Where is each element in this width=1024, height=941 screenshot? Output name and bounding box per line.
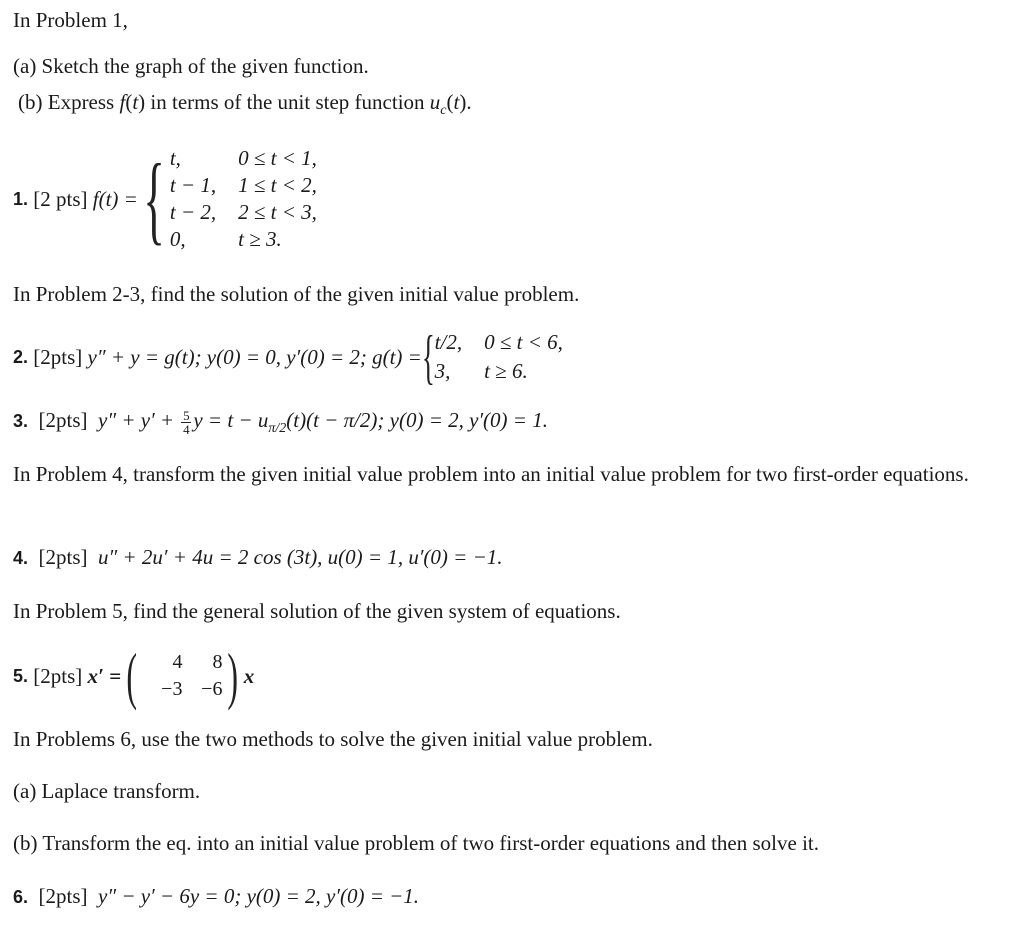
problem-4 (13, 545, 503, 570)
case-cond: 2 ≤ t < 3, (238, 200, 317, 224)
problem-5-number: 5. (13, 665, 29, 686)
matrix (121, 640, 244, 711)
problem-2-equation: y″ + y = g(t); y(0) = 0, y′(0) = 2; g(t) = (87, 344, 422, 369)
case-expr: 3, (434, 359, 451, 383)
problem-1-points: [2 pts] (33, 186, 88, 211)
problem-6-number: 6. (13, 887, 29, 907)
problem-3-sub: π/2 (268, 421, 287, 437)
problem-1-lhs: f(t) = (92, 186, 138, 211)
problem-3-eq-b: y = t − u (193, 408, 269, 432)
problem-2-cases (435, 330, 563, 384)
problem-3-points: [2pts] (38, 408, 88, 432)
section-6-part-b: (b) Transform the eq. into an initial value problem of two first-order equations and then solve it. (13, 831, 819, 855)
section-2-3-heading: In Problem 2-3, find the solution of the given initial value problem. (13, 282, 580, 306)
left-brace: { (421, 324, 435, 390)
case-cond: t ≥ 6. (484, 359, 528, 383)
problem-5-lhs: x′ = (87, 663, 122, 688)
problem-1 (13, 136, 317, 262)
section-5-heading: In Problem 5, find the general solution of the given system of equations. (13, 599, 621, 623)
case-cond: 1 ≤ t < 2, (238, 173, 317, 197)
problem-2-number: 2. (13, 346, 29, 367)
section-4-heading: In Problem 4, transform the given initial value problem into an initial value problem for two first-order equations. (13, 462, 969, 486)
part-b-mid: in terms of the unit step function (145, 90, 430, 114)
frac-den: 4 (183, 421, 190, 437)
t-symbol: t (132, 90, 139, 114)
matrix-cell: 8 (212, 651, 223, 673)
left-brace: { (143, 143, 165, 254)
problem-2-points: [2pts] (33, 344, 83, 369)
problem-4-equation: u″ + 2u′ + 4u = 2 cos (3t), u(0) = 1, u′(0) = −1. (98, 545, 503, 569)
case-expr: t − 1, (169, 173, 217, 197)
problem-3-number: 3. (13, 411, 29, 431)
intro-heading: In Problem 1, (13, 8, 128, 32)
problem-4-number: 4. (13, 548, 29, 568)
case-cond: 0 ≤ t < 6, (484, 330, 563, 354)
uc-arg: (t) (446, 90, 467, 114)
problem-5 (13, 640, 255, 711)
case-cond: 0 ≤ t < 1, (238, 146, 317, 170)
section-6-heading: In Problems 6, use the two methods to solve the given initial value problem. (13, 727, 653, 751)
matrix-entries (142, 651, 222, 701)
case-expr: t − 2, (169, 200, 217, 224)
intro-part-a: (a) Sketch the graph of the given function. (13, 54, 369, 78)
problem-1-cases (170, 146, 317, 252)
fraction (181, 409, 191, 436)
problem-3 (13, 408, 548, 437)
section-6-part-a: (a) Laplace transform. (13, 779, 201, 803)
left-paren: ( (126, 640, 138, 711)
case-cond: t ≥ 3. (238, 227, 282, 251)
problem-1-number: 1. (13, 188, 29, 209)
part-b-pre: (b) Express (18, 90, 120, 114)
matrix-cell: 4 (172, 651, 183, 673)
ft-symbol: f (119, 90, 126, 114)
case-expr: t/2, (434, 330, 463, 354)
right-paren: ) (227, 640, 239, 711)
frac-num: 5 (183, 407, 190, 423)
case-expr: 0, (169, 227, 186, 251)
uc-symbol: $u_c$ (429, 90, 447, 119)
part-b-end: . (466, 90, 472, 114)
problem-6-points: [2pts] (38, 884, 88, 908)
problem-6-equation: y″ − y′ − 6y = 0; y(0) = 2, y′(0) = −1. (98, 884, 420, 908)
ft-paren: ( (125, 90, 133, 114)
matrix-cell: −3 (161, 678, 183, 700)
problem-6 (13, 884, 419, 909)
matrix-cell: −6 (201, 678, 223, 700)
intro-part-b (18, 90, 472, 119)
problem-3-eq-a: y″ + y′ + (98, 408, 180, 432)
ft-paren-close: ) (138, 90, 146, 114)
problem-4-points: [2pts] (38, 545, 88, 569)
problem-5-points: [2pts] (33, 663, 83, 688)
problem-2 (13, 324, 563, 390)
case-expr: t, (169, 146, 181, 170)
problem-5-rhs: x (243, 663, 255, 688)
problem-3-eq-c: (t)(t − π/2); y(0) = 2, y′(0) = 1. (286, 408, 548, 432)
